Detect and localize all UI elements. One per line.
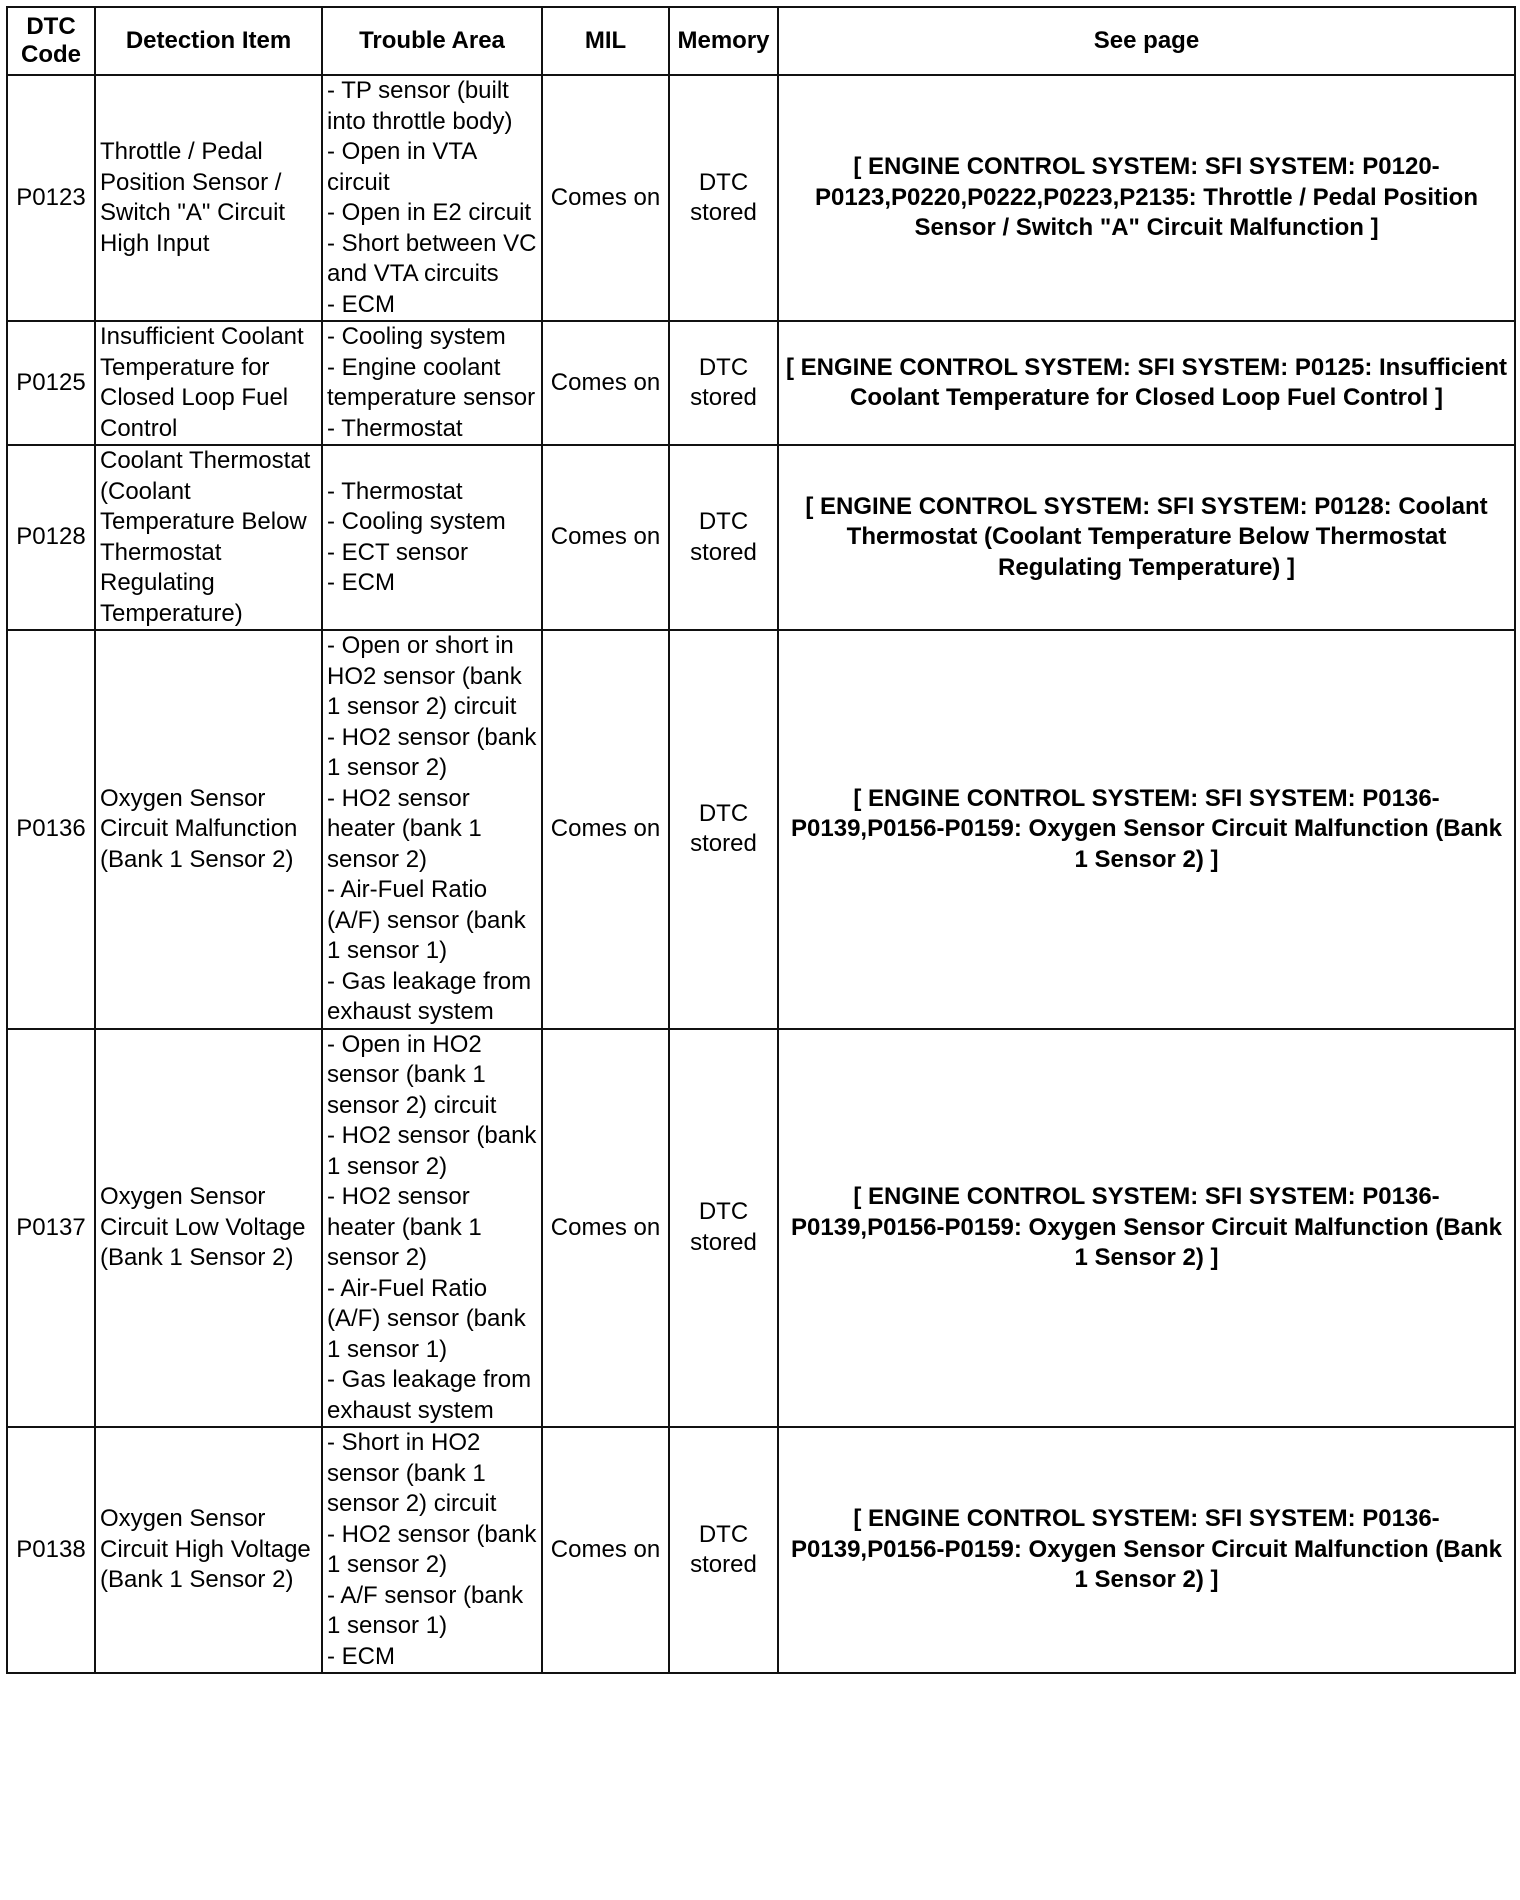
detection-item-cell: Throttle / Pedal Position Sensor / Switch "A" Circuit High Input bbox=[95, 75, 322, 321]
trouble-area-item: - Gas leakage from exhaust system bbox=[327, 1366, 532, 1424]
trouble-area-item: - HO2 sensor heater (bank 1 sensor 2) bbox=[327, 1183, 482, 1271]
table-row bbox=[7, 445, 1515, 630]
header-trouble-area: Trouble Area bbox=[322, 7, 542, 75]
trouble-area-item: - Short in HO2 sensor (bank 1 sensor 2) circuit bbox=[327, 1429, 497, 1517]
dtc-code-cell: P0138 bbox=[7, 1427, 95, 1673]
trouble-area-cell bbox=[322, 75, 542, 321]
trouble-area-cell bbox=[322, 445, 542, 630]
table-row bbox=[7, 75, 1515, 321]
trouble-area-item: - ECT sensor bbox=[327, 538, 468, 566]
trouble-area-cell bbox=[322, 630, 542, 1029]
mil-cell: Comes on bbox=[542, 445, 669, 630]
detection-item-cell: Oxygen Sensor Circuit Malfunction (Bank 1 Sensor 2) bbox=[95, 630, 322, 1029]
trouble-area-item: - HO2 sensor (bank 1 sensor 2) bbox=[327, 723, 537, 781]
trouble-area-item: - Thermostat bbox=[327, 414, 463, 442]
memory-cell: DTC stored bbox=[669, 445, 778, 630]
trouble-area-cell bbox=[322, 1029, 542, 1428]
see-page-cell: [ ENGINE CONTROL SYSTEM: SFI SYSTEM: P0128: Coolant Thermostat (Coolant Temperature Below Thermostat Regulating Temperature) ] bbox=[778, 445, 1515, 630]
see-page-cell: [ ENGINE CONTROL SYSTEM: SFI SYSTEM: P0120-P0123,P0220,P0222,P0223,P2135: Throttle / Pedal Position Sensor / Switch "A" Circuit Malfunction ] bbox=[778, 75, 1515, 321]
header-row bbox=[7, 7, 1515, 75]
mil-cell: Comes on bbox=[542, 75, 669, 321]
memory-cell: DTC stored bbox=[669, 321, 778, 445]
trouble-area-item: - Thermostat bbox=[327, 477, 463, 505]
trouble-area-item: - Short between VC and VTA circuits bbox=[327, 229, 537, 287]
table-row bbox=[7, 321, 1515, 445]
header-dtc-code-line-2: Code bbox=[21, 41, 81, 68]
memory-cell: DTC stored bbox=[669, 75, 778, 321]
table-row bbox=[7, 630, 1515, 1029]
detection-item-cell: Coolant Thermostat (Coolant Temperature Below Thermostat Regulating Temperature) bbox=[95, 445, 322, 630]
trouble-area-cell bbox=[322, 1427, 542, 1673]
mil-cell: Comes on bbox=[542, 321, 669, 445]
mil-cell: Comes on bbox=[542, 1029, 669, 1428]
dtc-code-cell: P0128 bbox=[7, 445, 95, 630]
trouble-area-item: - A/F sensor (bank 1 sensor 1) bbox=[327, 1581, 524, 1639]
dtc-code-cell: P0136 bbox=[7, 630, 95, 1029]
trouble-area-item: - Open or short in HO2 sensor (bank 1 sensor 2) circuit bbox=[327, 632, 522, 720]
trouble-area-item: - Air-Fuel Ratio (A/F) sensor (bank 1 sensor 1) bbox=[327, 1274, 526, 1363]
see-page-cell: [ ENGINE CONTROL SYSTEM: SFI SYSTEM: P0136-P0139,P0156-P0159: Oxygen Sensor Circuit Malfunction (Bank 1 Sensor 2) ] bbox=[778, 1427, 1515, 1673]
trouble-area-item: - Cooling system bbox=[327, 323, 506, 350]
trouble-area-item: - HO2 sensor (bank 1 sensor 2) bbox=[327, 1520, 537, 1578]
trouble-area-item: - HO2 sensor (bank 1 sensor 2) bbox=[327, 1122, 537, 1180]
table-body bbox=[7, 75, 1515, 1673]
detection-item-cell: Insufficient Coolant Temperature for Closed Loop Fuel Control bbox=[95, 321, 322, 445]
see-page-cell: [ ENGINE CONTROL SYSTEM: SFI SYSTEM: P0125: Insufficient Coolant Temperature for Closed Loop Fuel Control ] bbox=[778, 321, 1515, 445]
detection-item-cell: Oxygen Sensor Circuit Low Voltage (Bank 1 Sensor 2) bbox=[95, 1029, 322, 1428]
dtc-code-cell: P0123 bbox=[7, 75, 95, 321]
trouble-area-item: - Cooling system bbox=[327, 508, 506, 535]
header-dtc-code-line-1: DTC bbox=[26, 13, 76, 40]
table-row bbox=[7, 1427, 1515, 1673]
see-page-cell: [ ENGINE CONTROL SYSTEM: SFI SYSTEM: P0136-P0139,P0156-P0159: Oxygen Sensor Circuit Malfunction (Bank 1 Sensor 2) ] bbox=[778, 630, 1515, 1029]
dtc-table bbox=[6, 6, 1516, 1674]
dtc-code-cell: P0137 bbox=[7, 1029, 95, 1428]
trouble-area-item: - Open in VTA circuit bbox=[327, 138, 476, 196]
dtc-code-cell: P0125 bbox=[7, 321, 95, 445]
trouble-area-cell bbox=[322, 321, 542, 445]
trouble-area-item: - Engine coolant temperature sensor bbox=[327, 353, 536, 411]
trouble-area-item: - ECM bbox=[327, 290, 395, 318]
see-page-cell: [ ENGINE CONTROL SYSTEM: SFI SYSTEM: P0136-P0139,P0156-P0159: Oxygen Sensor Circuit Malfunction (Bank 1 Sensor 2) ] bbox=[778, 1029, 1515, 1428]
trouble-area-item: - ECM bbox=[327, 569, 395, 596]
trouble-area-item: - Air-Fuel Ratio (A/F) sensor (bank 1 sensor 1) bbox=[327, 876, 526, 964]
header-see-page: See page bbox=[778, 7, 1515, 75]
trouble-area-item: - Gas leakage from exhaust system bbox=[327, 967, 532, 1025]
table-header bbox=[7, 7, 1515, 75]
memory-cell: DTC stored bbox=[669, 630, 778, 1029]
memory-cell: DTC stored bbox=[669, 1427, 778, 1673]
trouble-area-item: - Open in HO2 sensor (bank 1 sensor 2) circuit bbox=[327, 1030, 497, 1119]
mil-cell: Comes on bbox=[542, 1427, 669, 1673]
header-detection-item: Detection Item bbox=[95, 7, 322, 75]
trouble-area-item: - Open in E2 circuit bbox=[327, 199, 532, 226]
memory-cell: DTC stored bbox=[669, 1029, 778, 1428]
trouble-area-item: - ECM bbox=[327, 1642, 395, 1670]
header-dtc-code bbox=[7, 7, 95, 75]
header-mil: MIL bbox=[542, 7, 669, 75]
mil-cell: Comes on bbox=[542, 630, 669, 1029]
trouble-area-item: - TP sensor (built into throttle body) bbox=[327, 77, 513, 135]
table-row bbox=[7, 1029, 1515, 1428]
trouble-area-item: - HO2 sensor heater (bank 1 sensor 2) bbox=[327, 784, 482, 873]
detection-item-cell: Oxygen Sensor Circuit High Voltage (Bank 1 Sensor 2) bbox=[95, 1427, 322, 1673]
header-memory: Memory bbox=[669, 7, 778, 75]
